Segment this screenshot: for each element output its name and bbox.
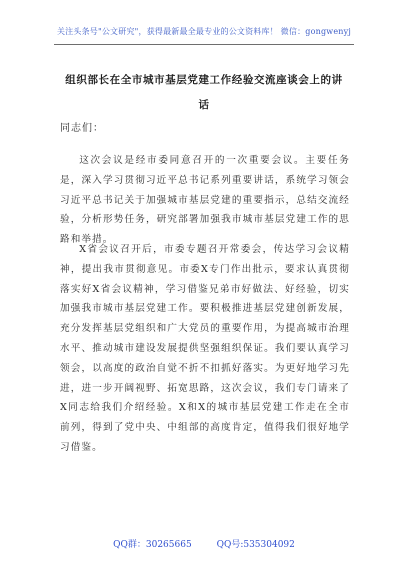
- paragraph: 这次会议是经市委同意召开的一次重要会议。主要任务是，深入学习贯彻习近平总书记系列重要讲话，系统学习领会习近平总书记关于加强城市基层党建的重要指示，总结交流经验，分析形势任务，研究部署加强我市城市基层党建工作的思路和举措。: [60, 155, 350, 246]
- header-divider: [54, 44, 354, 45]
- footer-contact: [0, 537, 408, 550]
- document-title: 组织部长在全市城市基层党建工作经验交流座谈会上的讲话: [65, 74, 343, 111]
- paragraph: X省会议召开后，市委专题召开常委会，传达学习会议精神，提出我市贯彻意见。市委X专门作出批示，要求认真贯彻落实好X省会议精神，学习借鉴兄弟市好做法、好经验，切实加强我市城市基层党建工作。要积极推进基层党建创新发展，充分发挥基层党组织和广大党员的重要作用，为提高城市治理水平、推动城市建设发展提供坚强组织保证。我们要认真学习领会，以高度的政治自觉不折不扣抓好落实。为更好地学习先进，进一步开阔视野、拓宽思路，这次会议，我们专门请来了X同志给我们介绍经验。X和X的城市基层党建工作走在全市前列，得到了党中央、中组部的高度肯定，值得我们很好地学习借鉴。: [60, 244, 350, 453]
- qq-group-text: QQ群：30265665: [113, 540, 192, 550]
- header-banner: 关注头条号"公文研究"，获得最新最全最专业的公文资料库！ 微信：gongwenyj: [56, 27, 352, 36]
- salutation: 同志们：: [60, 123, 104, 134]
- qq-number-text: QQ号:535304092: [216, 540, 295, 550]
